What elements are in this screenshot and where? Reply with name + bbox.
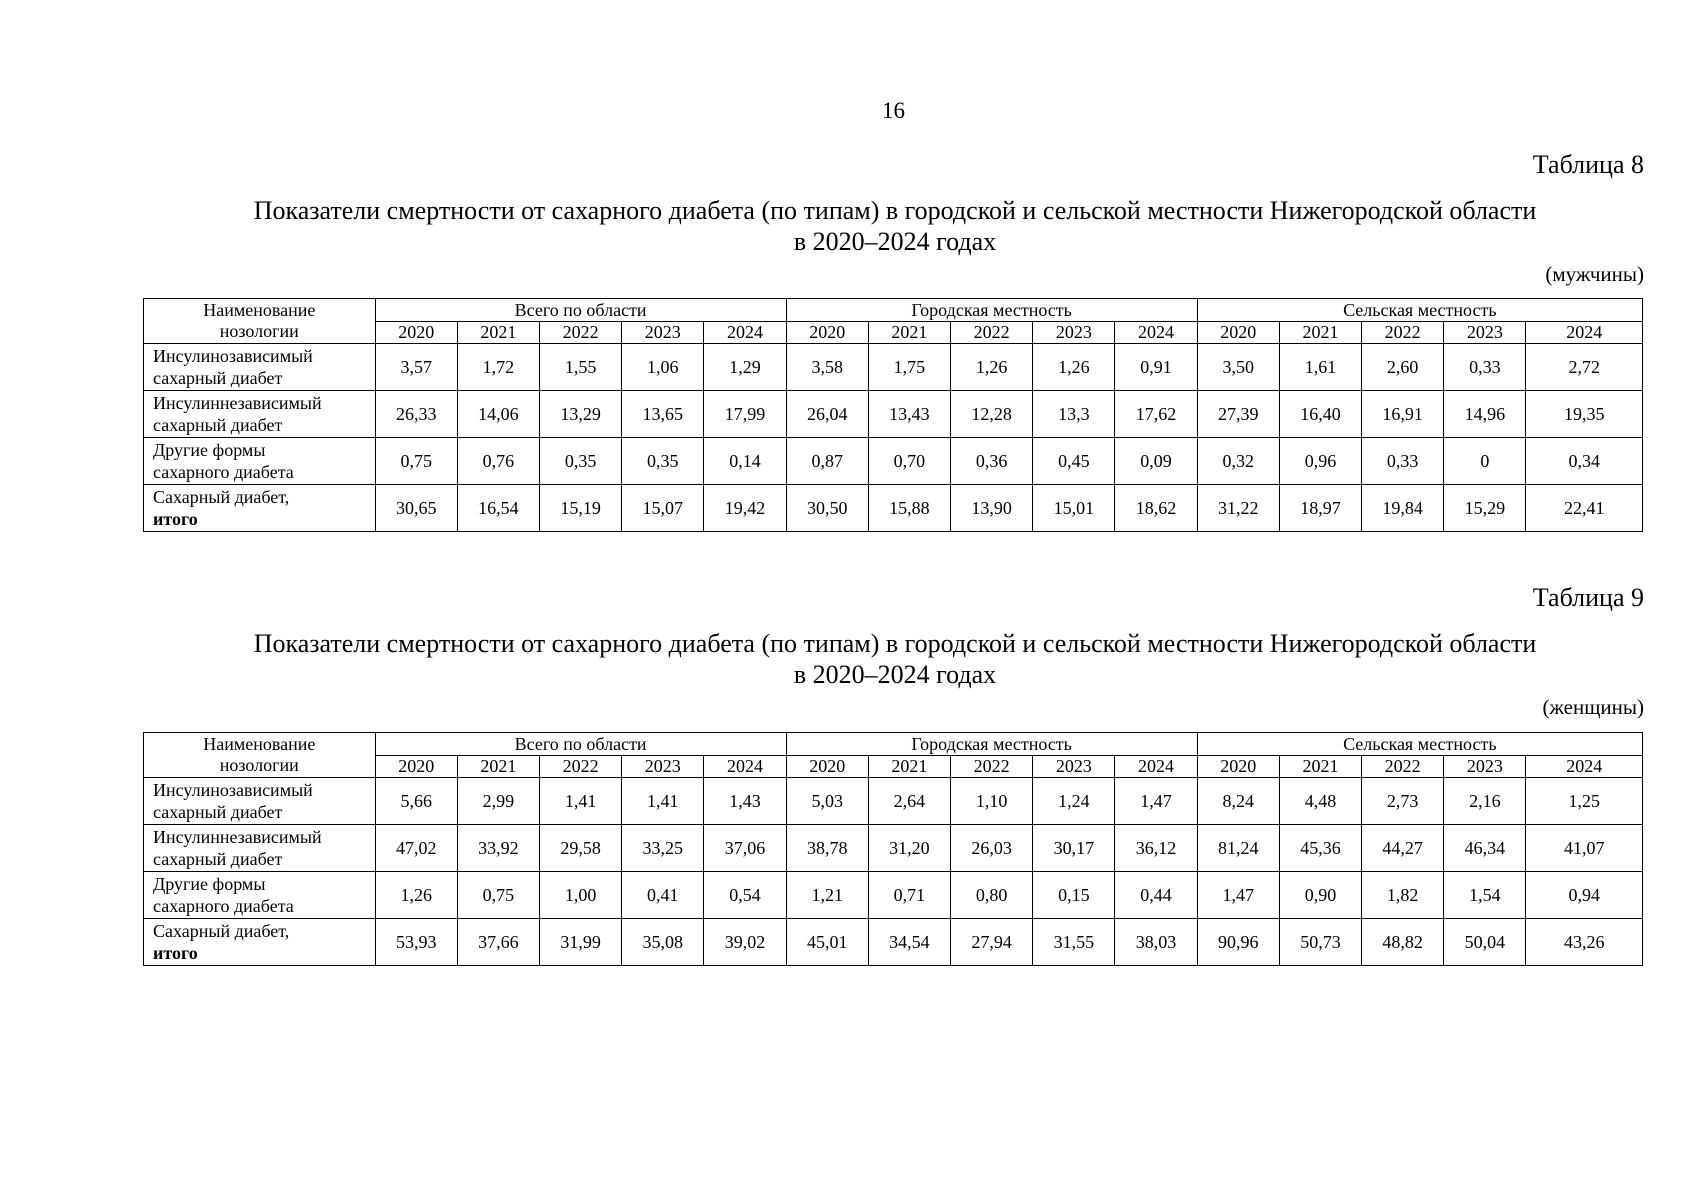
- table-cell: 46,34: [1444, 825, 1526, 872]
- table-cell: 1,26: [375, 872, 457, 919]
- table-cell: 30,17: [1033, 825, 1115, 872]
- table-cell: 50,04: [1444, 919, 1526, 966]
- year-header: 2021: [868, 322, 950, 344]
- table-row: [144, 825, 1643, 872]
- year-header: 2022: [540, 322, 622, 344]
- table-cell: 0,33: [1362, 438, 1444, 485]
- table-cell: 0,76: [457, 438, 539, 485]
- table-cell: 15,29: [1444, 485, 1526, 532]
- header-name-line2: нозологии: [219, 755, 299, 775]
- table-cell: 1,72: [457, 344, 539, 391]
- column-group-header: Сельская местность: [1197, 299, 1642, 322]
- year-header: 2024: [704, 756, 786, 778]
- row-name-line1: Инсулинозависимый: [153, 780, 313, 800]
- table-cell: 0,36: [951, 438, 1033, 485]
- table-cell: 8,24: [1197, 778, 1279, 825]
- row-name: [144, 485, 376, 532]
- table-cell: 36,12: [1115, 825, 1197, 872]
- year-header: 2022: [951, 322, 1033, 344]
- table-cell: 0,34: [1526, 438, 1643, 485]
- table-cell: 0: [1444, 438, 1526, 485]
- table-cell: 29,58: [540, 825, 622, 872]
- row-name-line1: Другие формы: [153, 874, 266, 894]
- year-header: 2020: [1197, 322, 1279, 344]
- row-name-line1: Инсулиннезависимый: [153, 393, 322, 413]
- table-cell: 0,09: [1115, 438, 1197, 485]
- table-cell: 38,03: [1115, 919, 1197, 966]
- year-header: 2024: [1115, 756, 1197, 778]
- table-cell: 53,93: [375, 919, 457, 966]
- row-name-line1: Инсулинозависимый: [153, 346, 313, 366]
- row-name: [144, 825, 376, 872]
- header-name-line1: Наименование: [203, 734, 316, 754]
- table-cell: 0,87: [786, 438, 868, 485]
- row-name-line2: сахарный диабет: [153, 368, 283, 388]
- year-header: 2022: [1362, 322, 1444, 344]
- row-name-line1: Инсулиннезависимый: [153, 827, 322, 847]
- year-header: 2022: [951, 756, 1033, 778]
- row-name-line2: итого: [153, 943, 198, 963]
- year-header: 2020: [1197, 756, 1279, 778]
- table-row: [144, 344, 1643, 391]
- table-cell: 22,41: [1526, 485, 1643, 532]
- table-cell: 1,75: [868, 344, 950, 391]
- table-cell: 13,3: [1033, 391, 1115, 438]
- table-8-title-line1: Показатели смертности от сахарного диабета (по типам) в городской и сельской местности Нижегородской области: [253, 196, 1537, 225]
- year-header: 2024: [1526, 322, 1643, 344]
- table-cell: 1,06: [622, 344, 704, 391]
- column-group-header: Городская местность: [786, 733, 1197, 756]
- row-name: [144, 872, 376, 919]
- table-cell: 90,96: [1197, 919, 1279, 966]
- table-cell: 18,97: [1279, 485, 1361, 532]
- table-cell: 33,92: [457, 825, 539, 872]
- table-cell: 0,15: [1033, 872, 1115, 919]
- table-8-note: (мужчины): [1545, 262, 1644, 286]
- table-cell: 41,07: [1526, 825, 1643, 872]
- table-cell: 5,66: [375, 778, 457, 825]
- row-name-line2: сахарный диабет: [153, 415, 283, 435]
- table-cell: 43,26: [1526, 919, 1643, 966]
- table-cell: 12,28: [951, 391, 1033, 438]
- table-row: [144, 485, 1643, 532]
- table-cell: 81,24: [1197, 825, 1279, 872]
- column-header-nosology: [144, 733, 376, 778]
- table-row: [144, 872, 1643, 919]
- table-cell: 0,90: [1279, 872, 1361, 919]
- table-row: [144, 391, 1643, 438]
- table-cell: 34,54: [868, 919, 950, 966]
- year-header: 2021: [457, 322, 539, 344]
- row-name: [144, 778, 376, 825]
- table-cell: 48,82: [1362, 919, 1444, 966]
- table-8-title: [170, 195, 1620, 257]
- table-cell: 33,25: [622, 825, 704, 872]
- table-cell: 13,43: [868, 391, 950, 438]
- table-row: [144, 438, 1643, 485]
- row-name-line2: сахарный диабет: [153, 802, 283, 822]
- table-cell: 45,36: [1279, 825, 1361, 872]
- table-cell: 1,61: [1279, 344, 1361, 391]
- year-header: 2023: [1444, 756, 1526, 778]
- year-header: 2023: [1444, 322, 1526, 344]
- table-cell: 19,35: [1526, 391, 1643, 438]
- table-cell: 15,19: [540, 485, 622, 532]
- table-cell: 39,02: [704, 919, 786, 966]
- table-cell: 31,22: [1197, 485, 1279, 532]
- row-name: [144, 919, 376, 966]
- year-header: 2022: [540, 756, 622, 778]
- table-cell: 1,29: [704, 344, 786, 391]
- table-row: [144, 919, 1643, 966]
- table-cell: 2,73: [1362, 778, 1444, 825]
- header-name-line1: Наименование: [203, 300, 316, 320]
- table-9: [143, 732, 1643, 966]
- table-cell: 37,06: [704, 825, 786, 872]
- table-cell: 3,58: [786, 344, 868, 391]
- table-cell: 18,62: [1115, 485, 1197, 532]
- table-cell: 1,25: [1526, 778, 1643, 825]
- year-header: 2021: [1279, 756, 1361, 778]
- table-cell: 17,62: [1115, 391, 1197, 438]
- table-cell: 15,07: [622, 485, 704, 532]
- year-header: 2024: [704, 322, 786, 344]
- table-cell: 0,94: [1526, 872, 1643, 919]
- table-cell: 1,26: [1033, 344, 1115, 391]
- table-cell: 0,91: [1115, 344, 1197, 391]
- table-8: [143, 298, 1643, 532]
- table-cell: 2,99: [457, 778, 539, 825]
- table-cell: 1,41: [540, 778, 622, 825]
- table-row: [144, 778, 1643, 825]
- table-cell: 1,24: [1033, 778, 1115, 825]
- year-header: 2021: [868, 756, 950, 778]
- table-cell: 1,55: [540, 344, 622, 391]
- year-header: 2023: [622, 756, 704, 778]
- table-9-title-line1: Показатели смертности от сахарного диабета (по типам) в городской и сельской местности Нижегородской области: [253, 629, 1537, 658]
- table-cell: 31,55: [1033, 919, 1115, 966]
- column-group-header: Городская местность: [786, 299, 1197, 322]
- table-cell: 1,54: [1444, 872, 1526, 919]
- table-cell: 15,88: [868, 485, 950, 532]
- table-cell: 13,90: [951, 485, 1033, 532]
- row-name: [144, 438, 376, 485]
- table-cell: 16,91: [1362, 391, 1444, 438]
- table-cell: 38,78: [786, 825, 868, 872]
- year-header: 2020: [786, 756, 868, 778]
- table-cell: 27,94: [951, 919, 1033, 966]
- table-cell: 44,27: [1362, 825, 1444, 872]
- header-name-line2: нозологии: [219, 321, 299, 341]
- table-cell: 1,41: [622, 778, 704, 825]
- table-cell: 0,14: [704, 438, 786, 485]
- year-header: 2021: [457, 756, 539, 778]
- table-cell: 0,35: [622, 438, 704, 485]
- year-header: 2022: [1362, 756, 1444, 778]
- table-cell: 26,03: [951, 825, 1033, 872]
- table-cell: 0,96: [1279, 438, 1361, 485]
- table-cell: 1,47: [1115, 778, 1197, 825]
- table-cell: 13,65: [622, 391, 704, 438]
- table-cell: 31,99: [540, 919, 622, 966]
- table-cell: 1,26: [951, 344, 1033, 391]
- table-cell: 0,71: [868, 872, 950, 919]
- year-header: 2023: [1033, 756, 1115, 778]
- row-name: [144, 344, 376, 391]
- table-cell: 14,06: [457, 391, 539, 438]
- table-cell: 16,54: [457, 485, 539, 532]
- table-cell: 1,21: [786, 872, 868, 919]
- row-name-line1: Сахарный диабет,: [153, 487, 290, 507]
- table-cell: 0,45: [1033, 438, 1115, 485]
- table-cell: 2,16: [1444, 778, 1526, 825]
- column-header-nosology: [144, 299, 376, 344]
- table-cell: 31,20: [868, 825, 950, 872]
- table-cell: 1,82: [1362, 872, 1444, 919]
- table-cell: 15,01: [1033, 485, 1115, 532]
- table-cell: 30,50: [786, 485, 868, 532]
- table-cell: 37,66: [457, 919, 539, 966]
- table-cell: 16,40: [1279, 391, 1361, 438]
- table-cell: 30,65: [375, 485, 457, 532]
- table-cell: 0,75: [457, 872, 539, 919]
- table-cell: 4,48: [1279, 778, 1361, 825]
- table-cell: 3,57: [375, 344, 457, 391]
- year-header: 2023: [622, 322, 704, 344]
- table-9-title: [170, 628, 1620, 690]
- table-cell: 50,73: [1279, 919, 1361, 966]
- table-cell: 2,64: [868, 778, 950, 825]
- table-cell: 47,02: [375, 825, 457, 872]
- table-cell: 0,41: [622, 872, 704, 919]
- table-cell: 26,04: [786, 391, 868, 438]
- table-9-title-line2: в 2020–2024 годах: [793, 660, 997, 689]
- row-name-line2: сахарного диабета: [153, 462, 294, 482]
- year-header: 2020: [375, 756, 457, 778]
- table-cell: 0,54: [704, 872, 786, 919]
- table-cell: 0,33: [1444, 344, 1526, 391]
- table-9-label: Таблица 9: [1532, 583, 1644, 612]
- table-cell: 45,01: [786, 919, 868, 966]
- row-name-line2: сахарного диабета: [153, 896, 294, 916]
- column-group-header: Всего по области: [375, 299, 786, 322]
- table-cell: 3,50: [1197, 344, 1279, 391]
- table-cell: 0,80: [951, 872, 1033, 919]
- year-header: 2024: [1115, 322, 1197, 344]
- table-cell: 1,10: [951, 778, 1033, 825]
- table-cell: 1,47: [1197, 872, 1279, 919]
- table-9-note: (женщины): [1542, 695, 1644, 719]
- table-cell: 27,39: [1197, 391, 1279, 438]
- year-header: 2020: [786, 322, 868, 344]
- row-name: [144, 391, 376, 438]
- page-number: 16: [882, 98, 905, 123]
- table-8-label: Таблица 8: [1532, 150, 1644, 179]
- table-cell: 14,96: [1444, 391, 1526, 438]
- table-cell: 0,35: [540, 438, 622, 485]
- column-group-header: Сельская местность: [1197, 733, 1642, 756]
- table-cell: 1,43: [704, 778, 786, 825]
- table-cell: 0,44: [1115, 872, 1197, 919]
- row-name-line2: сахарный диабет: [153, 849, 283, 869]
- table-cell: 19,84: [1362, 485, 1444, 532]
- table-cell: 1,00: [540, 872, 622, 919]
- table-cell: 35,08: [622, 919, 704, 966]
- year-header: 2020: [375, 322, 457, 344]
- table-cell: 0,75: [375, 438, 457, 485]
- table-cell: 0,32: [1197, 438, 1279, 485]
- table-cell: 5,03: [786, 778, 868, 825]
- column-group-header: Всего по области: [375, 733, 786, 756]
- row-name-line2: итого: [153, 509, 198, 529]
- year-header: 2021: [1279, 322, 1361, 344]
- row-name-line1: Другие формы: [153, 440, 266, 460]
- year-header: 2024: [1526, 756, 1643, 778]
- row-name-line1: Сахарный диабет,: [153, 921, 290, 941]
- table-8-title-line2: в 2020–2024 годах: [793, 227, 997, 256]
- table-cell: 13,29: [540, 391, 622, 438]
- table-cell: 2,72: [1526, 344, 1643, 391]
- table-cell: 2,60: [1362, 344, 1444, 391]
- table-cell: 26,33: [375, 391, 457, 438]
- year-header: 2023: [1033, 322, 1115, 344]
- table-cell: 17,99: [704, 391, 786, 438]
- table-cell: 19,42: [704, 485, 786, 532]
- table-cell: 0,70: [868, 438, 950, 485]
